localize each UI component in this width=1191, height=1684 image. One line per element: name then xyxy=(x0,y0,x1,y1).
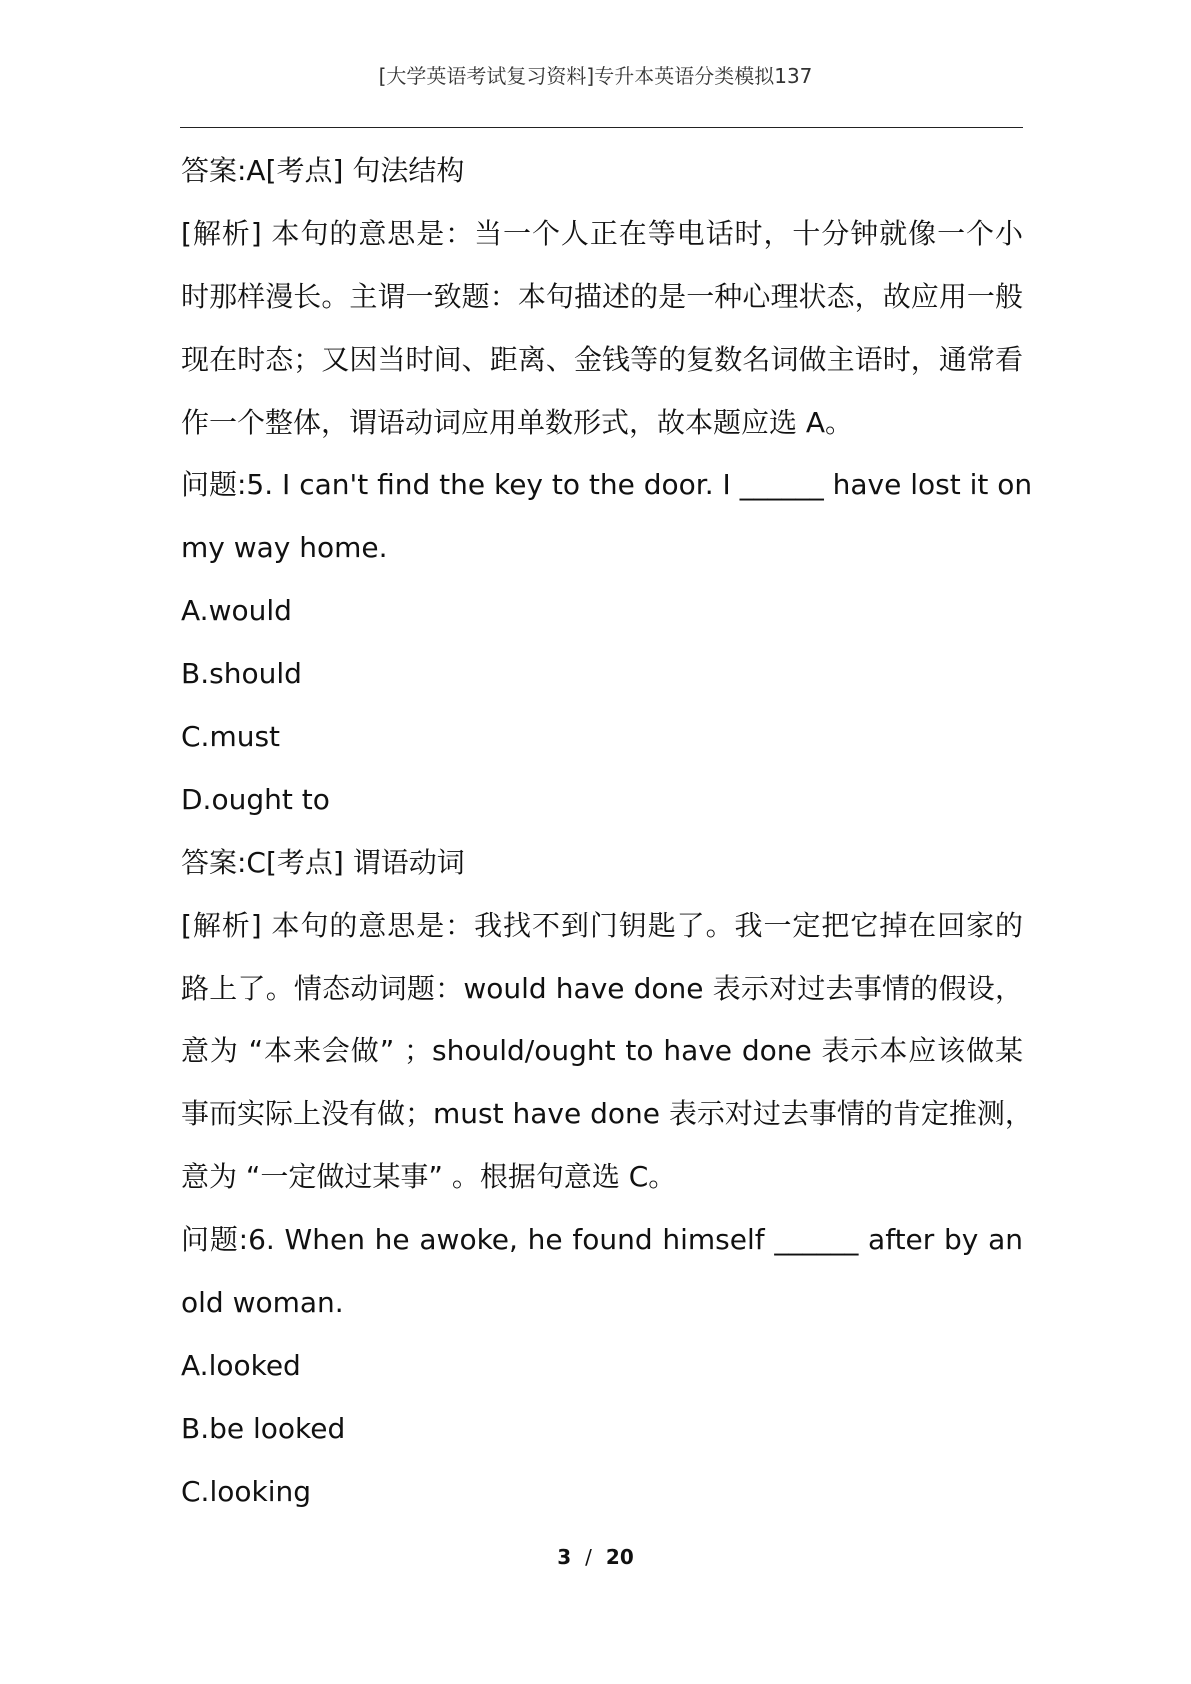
question-line: 问题:6. When he awoke, he found himself ______ after by an xyxy=(181,1223,1023,1257)
answer-line: 答案:C[考点] 谓语动词 xyxy=(181,845,465,879)
header-divider xyxy=(180,127,1023,128)
explanation-line: 作一个整体，谓语动词应用单数形式，故本题应选 A。 xyxy=(181,405,854,439)
option-b: B.should xyxy=(181,657,302,691)
explanation-line: 事而实际上没有做；must have done 表示对过去事情的肯定推测， xyxy=(181,1097,1033,1131)
explanation-line: 现在时态；又因当时间、距离、金钱等的复数名词做主语时，通常看 xyxy=(181,342,1023,376)
option-a: A.would xyxy=(181,594,292,628)
option-b: B.be looked xyxy=(181,1411,346,1445)
explanation-line: [解析] 本句的意思是：当一个人正在等电话时，十分钟就像一个小 xyxy=(181,216,1023,250)
option-a: A.looked xyxy=(181,1348,301,1382)
page-number xyxy=(0,1545,1191,1569)
current-page-number: 3 xyxy=(557,1545,572,1569)
option-d: D.ought to xyxy=(181,782,330,816)
question-line: old woman. xyxy=(181,1286,344,1320)
explanation-line: 意为 “本来会做” ；should/ought to have done 表示本应该做某 xyxy=(181,1034,1023,1068)
explanation-line: 时那样漫长。主谓一致题：本句描述的是一种心理状态，故应用一般 xyxy=(181,279,1023,313)
question-line: my way home. xyxy=(181,531,388,565)
option-c: C.looking xyxy=(181,1474,312,1508)
explanation-line: [解析] 本句的意思是：我找不到门钥匙了。我一定把它掉在回家的 xyxy=(181,908,1023,942)
question-line: 问题:5. I can't find the key to the door. I ______ have lost it on xyxy=(181,468,1033,502)
option-c: C.must xyxy=(181,720,281,754)
answer-line: 答案:A[考点] 句法结构 xyxy=(181,154,465,187)
total-page-count: 20 xyxy=(605,1545,634,1569)
explanation-line: 意为 “一定做过某事” 。根据句意选 C。 xyxy=(181,1160,677,1194)
explanation-line: 路上了。情态动词题：would have done 表示对过去事情的假设， xyxy=(181,971,1023,1005)
page-header: [大学英语考试复习资料]专升本英语分类模拟137 xyxy=(378,64,813,88)
page-separator: / xyxy=(585,1545,592,1569)
page-content xyxy=(181,140,1033,1524)
